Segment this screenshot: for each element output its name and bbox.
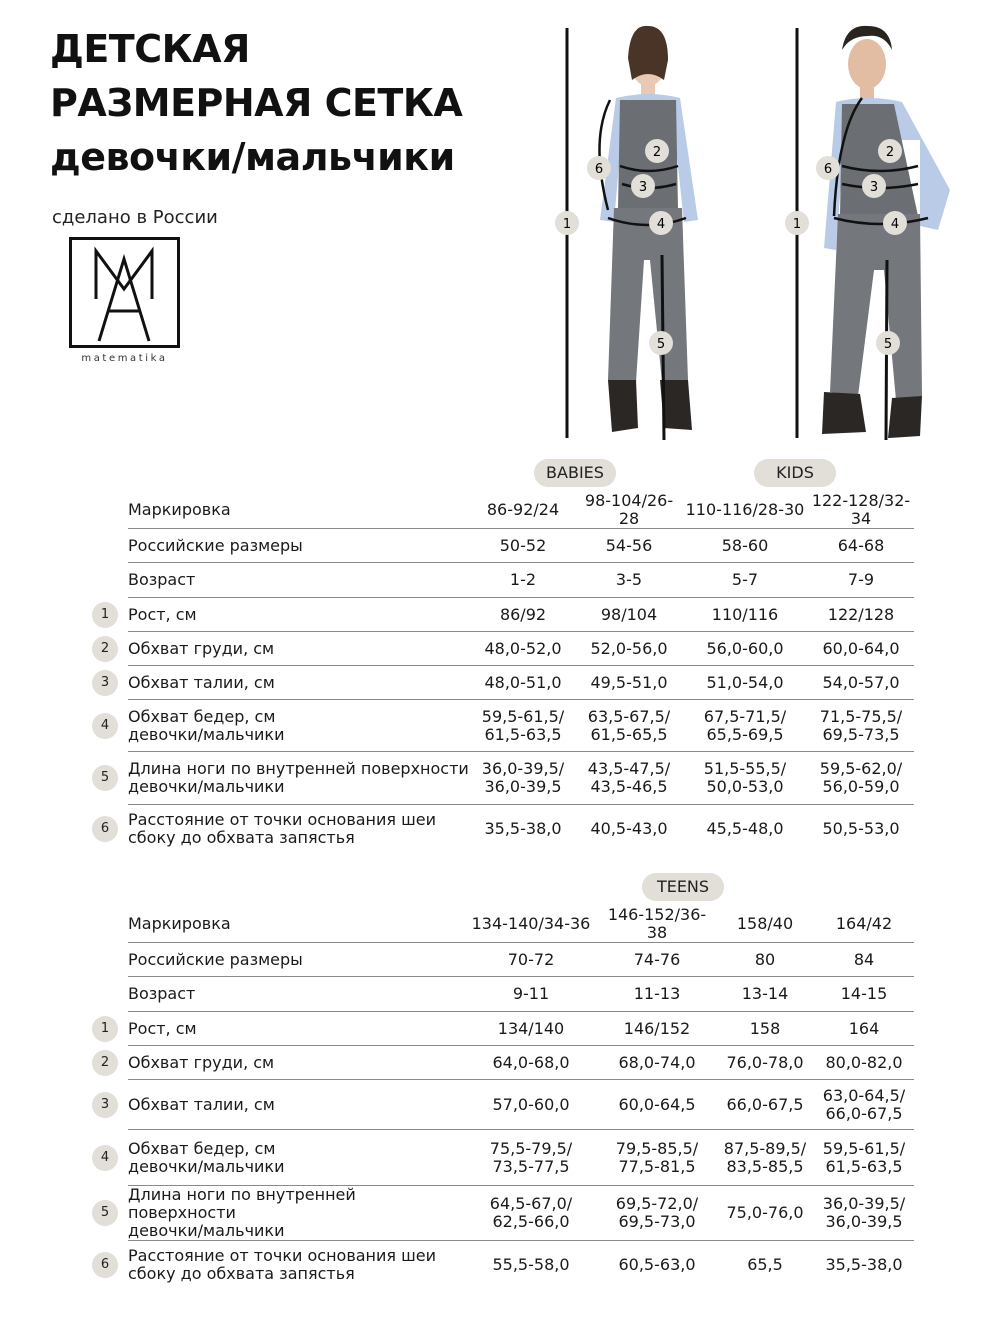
girl-marker-2 (645, 139, 669, 163)
row-number-cell (92, 1241, 128, 1289)
size-value-cell: 14-15 (814, 977, 914, 1012)
size-value-cell: 158 (716, 1012, 814, 1046)
girl-marker-3 (631, 174, 655, 198)
boy-marker-6 (816, 156, 840, 180)
size-value-cell: 60,0-64,0 (808, 632, 914, 666)
size-value-cell: 35,5-38,0 (484, 818, 562, 838)
table1-body (92, 492, 914, 853)
size-value-cell: 69,5-72,0/ 69,5-73,0 (598, 1186, 716, 1241)
row-number-cell (92, 1046, 128, 1080)
row-label: Обхват талии, см (128, 1080, 464, 1130)
size-value-cell: 164 (814, 1012, 914, 1046)
title-line-1: ДЕТСКАЯ (50, 27, 250, 71)
row-label: Рост, см (128, 598, 470, 632)
size-value-cell: 98/104 (576, 598, 682, 632)
row-label: Обхват груди, см (128, 1046, 464, 1080)
matematika-logo (69, 237, 180, 348)
size-value-cell: 40,5-43,0 (590, 818, 668, 838)
size-value-cell: 80,0-82,0 (814, 1046, 914, 1080)
size-value-cell: 164/42 (814, 906, 914, 943)
row-number-cell (92, 666, 128, 700)
boy-marker-1 (785, 211, 809, 235)
size-value-cell: 86-92/24 (470, 492, 576, 529)
size-value-cell: 45,5-48,0 (706, 818, 784, 838)
girl-marker-5 (649, 331, 673, 355)
boy-figure-illustration (780, 20, 970, 450)
girl-marker-4 (649, 211, 673, 235)
table-row (92, 632, 914, 666)
row-number-cell (92, 906, 128, 943)
size-value-cell: 87,5-89,5/ 83,5-85,5 (716, 1130, 814, 1186)
size-table-teens (92, 906, 914, 1289)
svg-text:5: 5 (883, 337, 893, 352)
row-label: Обхват бедер, см девочки/мальчики (128, 700, 470, 752)
size-value-cell: 5-7 (682, 563, 808, 598)
size-value-cell: 63,5-67,5/ 61,5-65,5 (576, 700, 682, 752)
measurement-number-badge: 4 (92, 1145, 118, 1171)
table-row (92, 943, 914, 977)
title-line-3: девочки/мальчики (50, 135, 455, 179)
row-label: Российские размеры (128, 943, 464, 977)
size-value-cell: 134-140/34-36 (464, 906, 598, 943)
size-value-cell: 110-116/28-30 (682, 492, 808, 529)
size-value-cell: 57,0-60,0 (464, 1080, 598, 1130)
table-row (92, 1241, 914, 1289)
title-line-2: РАЗМЕРНАЯ СЕТКА (50, 81, 463, 125)
size-value-cell: 66,0-67,5 (716, 1080, 814, 1130)
row-number-cell (92, 492, 128, 529)
size-value-cell: 36,0-39,5/ 36,0-39,5 (814, 1186, 914, 1241)
table-row (92, 752, 914, 805)
row-number-cell (92, 1186, 128, 1241)
row-label: Обхват бедер, см девочки/мальчики (128, 1130, 464, 1186)
babies-label: BABIES (534, 459, 616, 487)
size-value-cell: 35,5-38,0 (825, 1254, 903, 1274)
logo-caption: matematika (81, 353, 168, 364)
row-label: Рост, см (128, 1012, 464, 1046)
size-value-cell: 64,0-68,0 (464, 1046, 598, 1080)
svg-text:1: 1 (792, 217, 802, 232)
svg-text:3: 3 (869, 180, 879, 195)
kids-label: KIDS (754, 459, 836, 487)
size-value-cell: 51,0-54,0 (682, 666, 808, 700)
table-row (92, 598, 914, 632)
size-value-cell: 76,0-78,0 (716, 1046, 814, 1080)
row-label: Обхват талии, см (128, 666, 470, 700)
size-value-cell: 11-13 (598, 977, 716, 1012)
row-number-cell (92, 1130, 128, 1186)
row-label: Возраст (128, 563, 470, 598)
made-in-russia-text: сделано в России (52, 207, 218, 228)
size-value-cell: 13-14 (716, 977, 814, 1012)
size-value-cell: 63,0-64,5/ 66,0-67,5 (814, 1080, 914, 1130)
size-value-cell: 49,5-51,0 (576, 666, 682, 700)
size-value-cell: 36,0-39,5/ 36,0-39,5 (470, 752, 576, 805)
size-value-cell: 43,5-47,5/ 43,5-46,5 (576, 752, 682, 805)
size-value-cell: 51,5-55,5/ 50,0-53,0 (682, 752, 808, 805)
size-value-cell: 9-11 (464, 977, 598, 1012)
svg-text:6: 6 (594, 162, 604, 177)
table-row (92, 977, 914, 1012)
size-table-babies-kids (92, 492, 914, 853)
row-label: Длина ноги по внутренней поверхности девочки/мальчики (128, 752, 470, 805)
svg-text:2: 2 (885, 145, 895, 160)
table-row (92, 805, 914, 853)
size-value-cell: 60,0-64,5 (598, 1080, 716, 1130)
row-number-cell (92, 943, 128, 977)
size-value-cell: 64-68 (808, 529, 914, 563)
svg-text:4: 4 (890, 217, 900, 232)
table-row (92, 563, 914, 598)
size-value-cell: 48,0-52,0 (470, 632, 576, 666)
row-label: Расстояние от точки основания шеи сбоку до обхвата запястья (128, 1245, 436, 1283)
size-value-cell: 71,5-75,5/ 69,5-73,5 (808, 700, 914, 752)
row-label: Длина ноги по внутренней поверхности девочки/мальчики (128, 1186, 464, 1241)
svg-text:2: 2 (652, 145, 662, 160)
size-value-cell: 158/40 (716, 906, 814, 943)
table-row (92, 1186, 914, 1241)
table-row (92, 1012, 914, 1046)
size-value-cell: 75,0-76,0 (716, 1186, 814, 1241)
size-value-cell: 134/140 (464, 1012, 598, 1046)
table-row (92, 700, 914, 752)
svg-text:5: 5 (656, 337, 666, 352)
size-value-cell: 80 (716, 943, 814, 977)
girl-figure-illustration (550, 20, 720, 450)
size-value-cell: 122/128 (808, 598, 914, 632)
row-number-cell (92, 632, 128, 666)
row-number-cell (92, 529, 128, 563)
measurement-number-badge: 6 (92, 816, 118, 842)
page-title (50, 22, 462, 184)
size-value-cell: 68,0-74,0 (598, 1046, 716, 1080)
measurement-number-badge: 3 (92, 1092, 118, 1118)
size-value-cell: 50,5-53,0 (822, 818, 900, 838)
table2-body (92, 906, 914, 1289)
size-value-cell: 52,0-56,0 (576, 632, 682, 666)
row-label: Обхват груди, см (128, 632, 470, 666)
row-label: Маркировка (128, 906, 464, 943)
measurement-number-badge: 1 (92, 602, 118, 628)
row-number-cell (92, 805, 128, 853)
size-value-cell: 84 (814, 943, 914, 977)
boy-marker-4 (883, 211, 907, 235)
table-row (92, 906, 914, 943)
girl-marker-6 (587, 156, 611, 180)
table-row (92, 1080, 914, 1130)
size-value-cell: 1-2 (470, 563, 576, 598)
table-row (92, 492, 914, 529)
girl-marker-1 (555, 211, 579, 235)
size-value-cell: 55,5-58,0 (492, 1254, 570, 1274)
size-value-cell: 146-152/36-38 (598, 906, 716, 943)
row-number-cell (92, 700, 128, 752)
size-value-cell: 86/92 (470, 598, 576, 632)
row-number-cell (92, 977, 128, 1012)
size-value-cell: 70-72 (464, 943, 598, 977)
row-number-cell (92, 598, 128, 632)
size-value-cell: 79,5-85,5/ 77,5-81,5 (598, 1130, 716, 1186)
size-value-cell: 59,5-61,5/ 61,5-63,5 (470, 700, 576, 752)
measurement-number-badge: 3 (92, 670, 118, 696)
size-value-cell: 110/116 (682, 598, 808, 632)
boy-marker-3 (862, 174, 886, 198)
size-value-cell: 7-9 (808, 563, 914, 598)
measurement-number-badge: 2 (92, 1050, 118, 1076)
measurement-number-badge: 4 (92, 713, 118, 739)
size-value-cell: 50-52 (470, 529, 576, 563)
table-row (92, 666, 914, 700)
size-value-cell: 54,0-57,0 (808, 666, 914, 700)
size-value-cell: 48,0-51,0 (470, 666, 576, 700)
size-value-cell: 59,5-62,0/ 56,0-59,0 (808, 752, 914, 805)
size-value-cell: 60,5-63,0 (618, 1254, 696, 1274)
measurement-number-badge: 5 (92, 1200, 118, 1226)
size-value-cell: 58-60 (682, 529, 808, 563)
size-value-cell: 67,5-71,5/ 65,5-69,5 (682, 700, 808, 752)
row-label: Маркировка (128, 492, 470, 529)
size-value-cell: 75,5-79,5/ 73,5-77,5 (464, 1130, 598, 1186)
svg-text:6: 6 (823, 162, 833, 177)
size-value-cell: 3-5 (576, 563, 682, 598)
svg-text:1: 1 (562, 217, 572, 232)
measurement-number-badge: 2 (92, 636, 118, 662)
table-row (92, 529, 914, 563)
boy-marker-2 (878, 139, 902, 163)
teens-label: TEENS (642, 873, 724, 901)
size-value-cell: 122-128/32-34 (808, 492, 914, 529)
size-value-cell: 64,5-67,0/ 62,5-66,0 (464, 1186, 598, 1241)
measurement-number-badge: 6 (92, 1252, 118, 1278)
size-value-cell: 146/152 (598, 1012, 716, 1046)
row-number-cell (92, 752, 128, 805)
row-number-cell (92, 1080, 128, 1130)
row-label: Российские размеры (128, 529, 470, 563)
row-label: Расстояние от точки основания шеи сбоку до обхвата запястья (128, 809, 436, 847)
boy-marker-5 (876, 331, 900, 355)
size-value-cell: 98-104/26-28 (576, 492, 682, 529)
row-number-cell (92, 563, 128, 598)
size-value-cell: 65,5 (747, 1254, 783, 1274)
size-value-cell: 54-56 (576, 529, 682, 563)
svg-text:4: 4 (656, 217, 666, 232)
table-row (92, 1130, 914, 1186)
size-value-cell: 56,0-60,0 (682, 632, 808, 666)
size-value-cell: 74-76 (598, 943, 716, 977)
size-value-cell: 59,5-61,5/ 61,5-63,5 (814, 1130, 914, 1186)
measurement-number-badge: 1 (92, 1016, 118, 1042)
table-row (92, 1046, 914, 1080)
row-number-cell (92, 1012, 128, 1046)
svg-text:3: 3 (638, 180, 648, 195)
measurement-number-badge: 5 (92, 765, 118, 791)
row-label: Возраст (128, 977, 464, 1012)
